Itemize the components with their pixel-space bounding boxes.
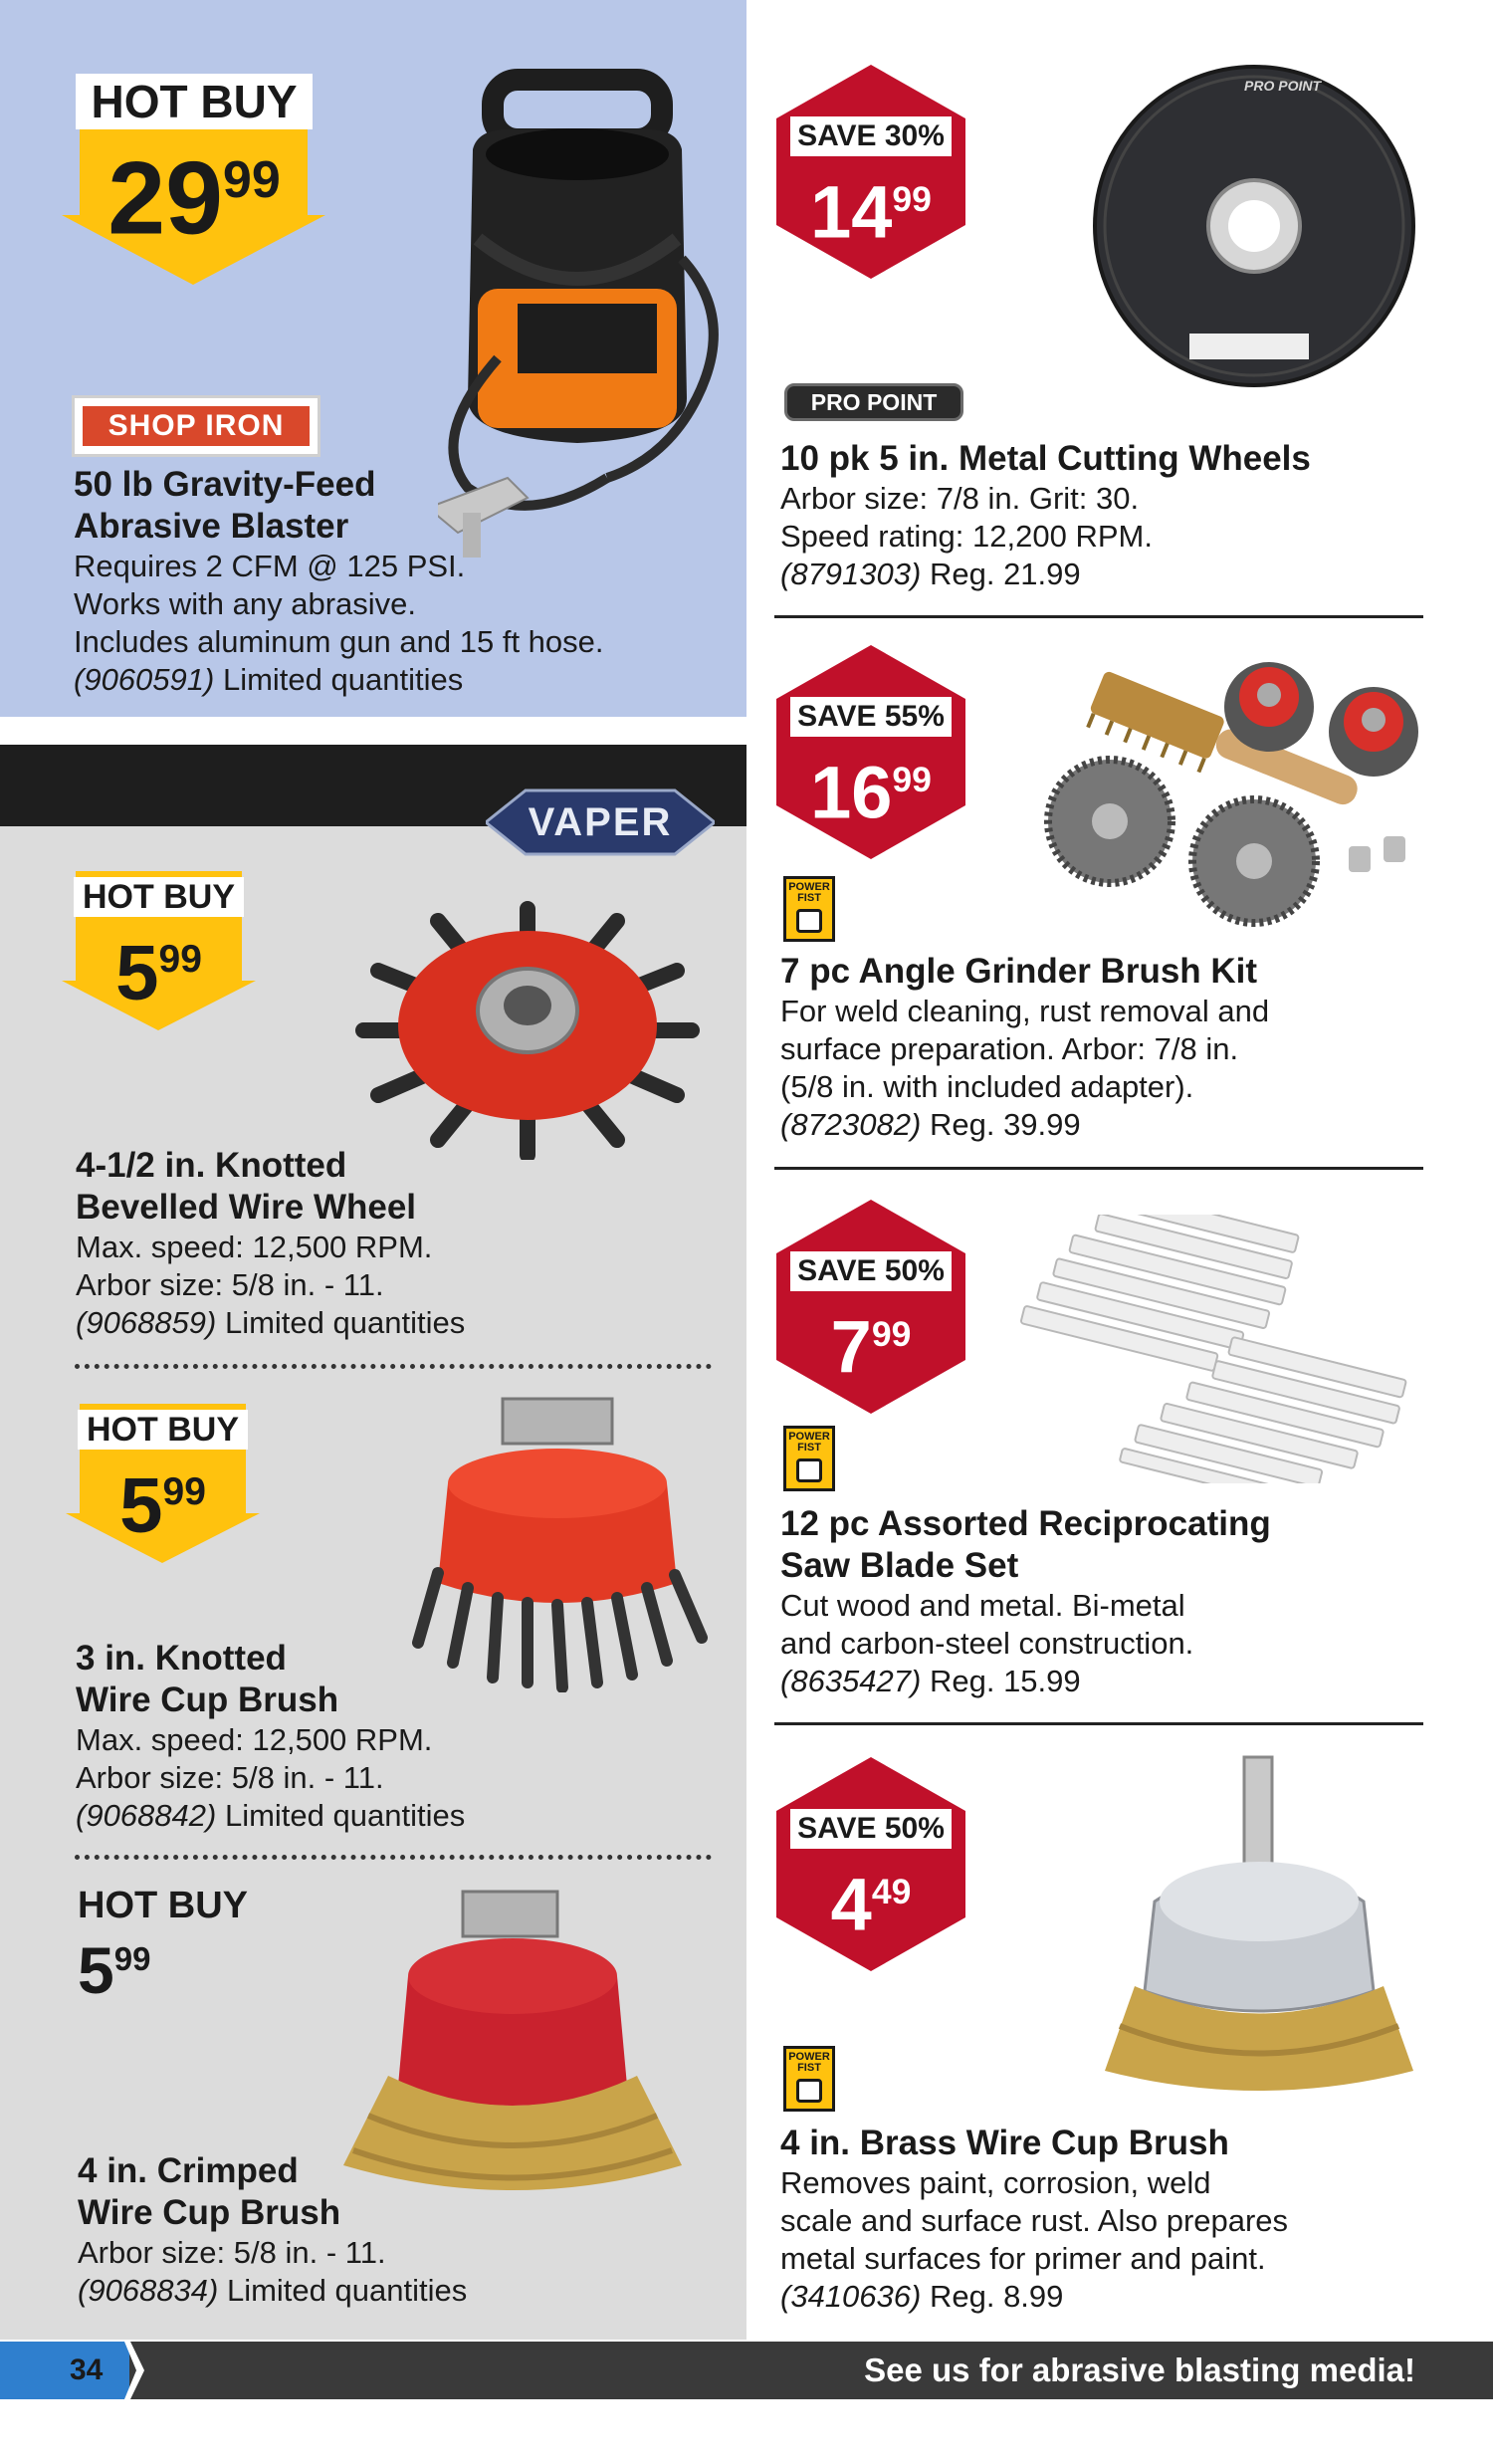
fist-icon [796, 2079, 822, 2103]
page-number-tab [0, 2342, 129, 2399]
shop-iron-logo [72, 395, 320, 457]
product-sku: (8723082) [780, 1107, 922, 1142]
hot-buy-plain [78, 1885, 248, 2008]
product-sku: (9068834) [78, 2273, 219, 2308]
hot-buy-label: HOT BUY [78, 1410, 248, 1450]
cutting-wheel-print: PRO POINT [1244, 78, 1322, 94]
product-note: Limited quantities [224, 1305, 466, 1340]
product-sku: (3410636) [780, 2279, 922, 2314]
product-title: 50 lb Gravity-Feed [74, 465, 376, 504]
power-fist-logo-text: POWER FIST [788, 881, 830, 904]
hot-buy-tag [62, 66, 325, 285]
page-number: 34 [70, 2353, 104, 2386]
hot-buy-label: HOT BUY [76, 74, 313, 129]
bevelled-wheel-info [76, 1145, 465, 1342]
page-tab-chevron-icon [124, 2342, 144, 2399]
product-sku-line [780, 1663, 1271, 1700]
footer-tagline: See us for abrasive blasting media! [864, 2352, 1415, 2388]
power-fist-logo-text: POWER FIST [788, 2051, 830, 2074]
save-label: SAVE 55% [790, 697, 952, 737]
power-fist-logo-text: POWER FIST [788, 1431, 830, 1454]
product-reg-price: Reg. 21.99 [929, 557, 1081, 591]
cutting-wheels-info [780, 438, 1311, 593]
product-desc: Max. speed: 12,500 RPM. [76, 1722, 433, 1757]
product-title: 3 in. Knotted [76, 1639, 287, 1678]
product-desc: Requires 2 CFM @ 125 PSI. [74, 549, 466, 583]
product-sku-line [780, 2278, 1288, 2316]
section-divider [774, 1167, 1423, 1170]
product-desc: Removes paint, corrosion, weld [780, 2165, 1211, 2200]
fist-icon [796, 909, 822, 933]
power-fist-logo [783, 2046, 835, 2112]
product-sku-line [76, 1797, 465, 1835]
sale-price: $7^{99}$ [830, 1305, 912, 1389]
sale-price: $14^{99}$ [810, 170, 932, 254]
hot-buy-label: HOT BUY [74, 877, 244, 917]
product-desc: Includes aluminum gun and 15 ft hose. [74, 624, 604, 659]
hot-buy-tag [62, 871, 256, 1030]
product-desc: Speed rating: 12,200 RPM. [780, 519, 1153, 554]
save-label: SAVE 30% [790, 116, 952, 156]
bevelled-wire-wheel-image [348, 901, 707, 1160]
sale-price: $16^{99}$ [810, 751, 932, 834]
product-desc: Max. speed: 12,500 RPM. [76, 1230, 433, 1264]
product-desc: metal surfaces for primer and paint. [780, 2241, 1266, 2276]
product-sku: (9068859) [76, 1305, 217, 1340]
product-desc: For weld cleaning, rust removal and [780, 994, 1270, 1028]
product-note: Limited quantities [226, 2273, 468, 2308]
section-divider [774, 615, 1423, 618]
product-sku-line [74, 661, 604, 699]
section-divider [774, 1722, 1423, 1725]
dotted-divider [75, 1364, 712, 1369]
product-desc: Arbor size: 5/8 in. - 11. [78, 2235, 386, 2270]
product-title: 4 in. Crimped [78, 2151, 299, 2190]
product-sku: (9068842) [76, 1798, 217, 1833]
product-sku: (8635427) [780, 1664, 922, 1698]
power-fist-logo [783, 876, 835, 942]
product-reg-price: Reg. 15.99 [929, 1664, 1081, 1698]
angle-grinder-brush-kit-image [1040, 647, 1428, 956]
save-tag [776, 645, 965, 859]
product-sku: (8791303) [780, 557, 922, 591]
product-title: 12 pc Assorted Reciprocating [780, 1504, 1271, 1543]
brush-kit-info [780, 951, 1269, 1144]
product-title: 7 pc Angle Grinder Brush Kit [780, 952, 1258, 991]
product-sku: (9060591) [74, 662, 215, 697]
product-sku-line [76, 1304, 465, 1342]
sale-price: $4^{49}$ [830, 1863, 912, 1946]
fist-icon [796, 1458, 822, 1482]
knotted-cup-info [76, 1638, 465, 1835]
product-title: 4 in. Brass Wire Cup Brush [780, 2124, 1229, 2162]
reciprocating-saw-blade-set-image [1000, 1215, 1438, 1483]
product-desc: and carbon-steel construction. [780, 1626, 1194, 1661]
vaper-logo [486, 786, 715, 858]
hot-buy-label: HOT BUY [78, 1885, 248, 1926]
product-title: Abrasive Blaster [74, 507, 349, 546]
save-tag [776, 1200, 965, 1414]
save-label: SAVE 50% [790, 1809, 952, 1849]
product-reg-price: Reg. 8.99 [929, 2279, 1064, 2314]
blaster-info [74, 464, 604, 699]
hot-buy-price: $5^{99}$ [115, 928, 202, 1016]
save-label: SAVE 50% [790, 1251, 952, 1291]
product-note: Limited quantities [222, 662, 464, 697]
hot-buy-price: $29^{99}$ [107, 140, 281, 257]
metal-cutting-wheel-image [1090, 55, 1418, 398]
product-title: Bevelled Wire Wheel [76, 1188, 417, 1227]
product-desc: Arbor size: 5/8 in. - 11. [76, 1267, 384, 1302]
pro-point-logo [784, 383, 963, 421]
product-note: Limited quantities [224, 1798, 466, 1833]
product-sku-line [780, 1106, 1269, 1144]
save-tag [776, 65, 965, 279]
product-title: Wire Cup Brush [76, 1680, 339, 1719]
product-desc: Cut wood and metal. Bi-metal [780, 1588, 1185, 1623]
hot-buy-price: $5^{99}$ [119, 1460, 206, 1549]
product-desc: scale and surface rust. Also prepares [780, 2203, 1289, 2238]
product-sku-line [78, 2272, 467, 2310]
crimped-cup-info [78, 2150, 467, 2310]
power-fist-logo [783, 1426, 835, 1491]
pro-point-logo-text: PRO POINT [810, 389, 938, 415]
product-reg-price: Reg. 39.99 [929, 1107, 1081, 1142]
product-desc: (5/8 in. with included adapter). [780, 1069, 1194, 1104]
product-title: 4-1/2 in. Knotted [76, 1146, 347, 1185]
shop-iron-logo-text: SHOP IRON [83, 406, 310, 446]
product-desc: Arbor size: 7/8 in. Grit: 30. [780, 481, 1140, 516]
hot-buy-tag [66, 1404, 260, 1563]
product-desc: Works with any abrasive. [74, 586, 416, 621]
product-desc: Arbor size: 5/8 in. - 11. [76, 1760, 384, 1795]
brass-wire-cup-brush-image [1095, 1752, 1423, 2101]
product-sku-line [780, 556, 1311, 593]
product-desc: surface preparation. Arbor: 7/8 in. [780, 1031, 1239, 1066]
product-title: Saw Blade Set [780, 1546, 1019, 1585]
brass-cup-info [780, 2123, 1288, 2316]
product-title: Wire Cup Brush [78, 2193, 341, 2232]
vaper-logo-text: VAPER [528, 800, 673, 844]
save-tag [776, 1757, 965, 1971]
saw-blades-info [780, 1503, 1271, 1700]
dotted-divider [75, 1855, 712, 1860]
hot-buy-price: $5^{99}$ [78, 1933, 151, 2008]
product-title: 10 pk 5 in. Metal Cutting Wheels [780, 439, 1311, 478]
